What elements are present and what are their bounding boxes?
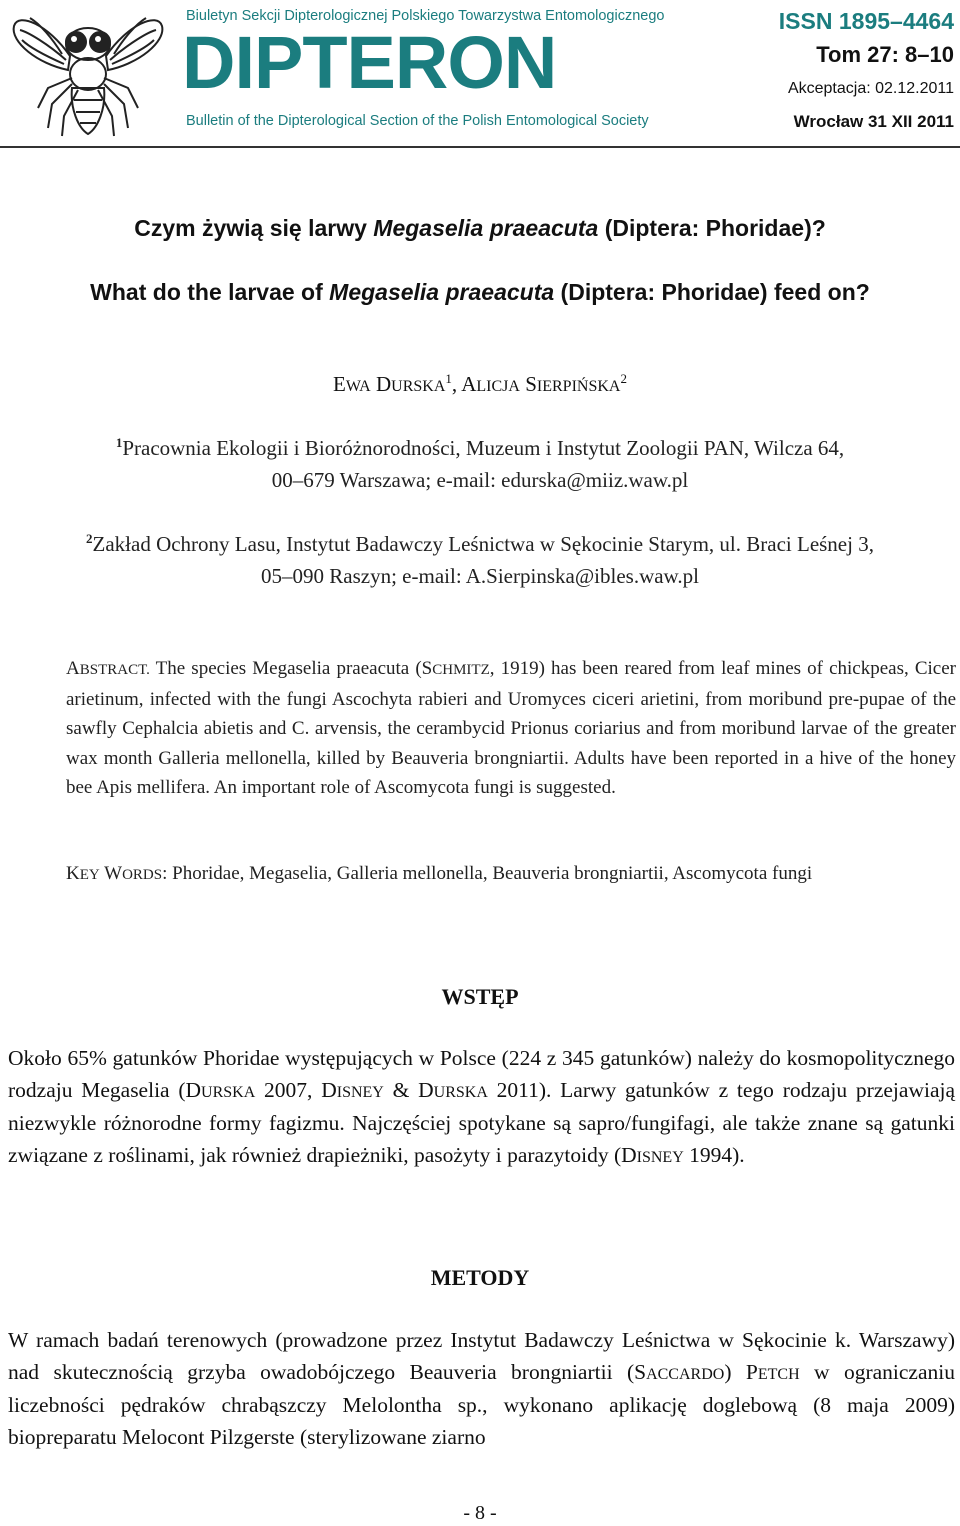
- journal-subtitle-pl: Biuletyn Sekcji Dipterologicznej Polskiego Towarzystwa Entomologicznego: [186, 8, 665, 24]
- author-2-affil-mark: 2: [620, 371, 627, 386]
- author-1-affil-mark: 1: [445, 371, 452, 386]
- paragraph-wstep-text-3: & D: [383, 1077, 434, 1102]
- paragraph-wstep-smallcaps-1: URSKA: [201, 1083, 256, 1101]
- section-heading-wstep: WSTĘP: [441, 984, 519, 1009]
- title-en-part-1: What do the larvae of: [90, 279, 330, 305]
- keywords-label-w: W: [99, 863, 123, 884]
- fly-logo-icon: [8, 4, 168, 140]
- abstract-label-initial: A: [66, 658, 80, 679]
- journal-header: [0, 0, 960, 150]
- keywords-colon: :: [162, 863, 168, 884]
- author-2-last-initial: S: [525, 372, 537, 396]
- keywords-label-k: K: [66, 863, 80, 884]
- affiliation-1-line-1: [0, 432, 960, 464]
- issn: ISSN 1895–4464: [778, 8, 954, 34]
- paragraph-metody-text-1: W ramach badań terenowych (prowadzone przez Instytut Badawczy Leśnictwa w Sękocinie k. Warszawy) nad skutecznością grzyba owadobójczego Beauveria brongniartii (S: [8, 1328, 955, 1384]
- section-heading-metody: METODY: [430, 1265, 530, 1290]
- paragraph-wstep-smallcaps-3: URSKA: [433, 1083, 488, 1101]
- page-number: - 8 -: [463, 1502, 497, 1524]
- author-2-first-rest: LICJA: [476, 378, 520, 395]
- paragraph-metody-text-3: w ograniczaniu liczebności pędraków chrabąszczy Melolontha sp., wykonano aplikację doglebową (8 maja 2009) biopreparatu Melocont Pilzgerste (sterylizowane ziarno: [8, 1359, 955, 1449]
- affiliation-2-line-2: 05–090 Raszyn; e-mail: A.Sierpinska@ibles.waw.pl: [261, 564, 699, 588]
- paragraph-wstep-text-5: 1994).: [683, 1142, 745, 1167]
- acceptance-date: Akceptacja: 02.12.2011: [787, 80, 954, 97]
- affiliation-1-mark: 1: [115, 435, 123, 450]
- paragraph-wstep: [8, 1043, 955, 1173]
- paragraph-metody-text-2: ) P: [724, 1359, 758, 1384]
- paragraph-metody-smallcaps-2: ETCH: [757, 1365, 800, 1383]
- affiliation-2-line-1: [0, 528, 960, 560]
- affiliation-1: [0, 432, 960, 496]
- abstract-text-2: , 1919) has been reared from leaf mines of chickpeas, Cicer arietinum, infected with the fungi Ascochyta rabieri and Uromyces ciceri arietini, from moribund pre-pupae of the sawfly Cephalcia abietis and C. arvensis, the cerambycid Prionus coriarius and from moribund larvae of the greater wax month Galleria mellonella, killed by Beauveria brongniartii. Adults have been reported in a hive of the honey bee Apis mellifera. An important role of Ascomycota fungi is suggested.: [66, 658, 956, 798]
- author-1-last-rest: URSKA: [391, 378, 446, 395]
- author-separator: ,: [451, 372, 462, 396]
- abstract-smallcaps-1: CHMITZ: [432, 662, 490, 678]
- paragraph-wstep-text-2: 2007, D: [255, 1077, 337, 1102]
- paragraph-metody-smallcaps-1: ACCARDO: [646, 1365, 725, 1383]
- affiliation-2-text: Zakład Ochrony Lasu, Instytut Badawczy Leśnictwa w Sękocinie Starym, ul. Braci Leśnej 3,: [92, 532, 874, 556]
- paragraph-wstep-smallcaps-2: ISNEY: [336, 1083, 384, 1101]
- paragraph-metody: [8, 1325, 955, 1453]
- keywords-text: Phoridae, Megaselia, Galleria mellonella, Beauveria brongniartii, Ascomycota fungi: [167, 863, 813, 884]
- header-divider: [0, 146, 960, 148]
- title-pl-part-1: Czym żywią się larwy: [134, 215, 374, 241]
- affiliation-1-line-2: 00–679 Warszawa; e-mail: edurska@miiz.waw.pl: [271, 468, 689, 492]
- affiliation-1-text: Pracownia Ekologii i Bioróżnorodności, Muzeum i Instytut Zoologii PAN, Wilcza 64,: [122, 436, 845, 460]
- title-pl-taxon: Megaselia praeacuta: [373, 215, 599, 241]
- affiliation-2: [0, 528, 960, 592]
- keywords-label-ords: ORDS: [122, 867, 163, 883]
- abstract-label-rest: BSTRACT.: [79, 662, 150, 678]
- title-en-taxon: Megaselia praeacuta: [329, 279, 555, 305]
- keywords-label-ey: EY: [79, 867, 100, 883]
- paragraph-wstep-smallcaps-4: ISNEY: [636, 1148, 684, 1166]
- title-en-part-2: (Diptera: Phoridae) feed on?: [554, 279, 870, 305]
- volume: Tom 27: 8–10: [816, 42, 954, 67]
- author-1-first-initial: E: [333, 372, 346, 396]
- abstract: [66, 654, 956, 802]
- author-1-first-rest: WA: [345, 378, 371, 395]
- journal-title: DIPTERON: [182, 21, 557, 104]
- journal-subtitle-en: Bulletin of the Dipterological Section of the Polish Entomological Society: [186, 113, 649, 129]
- paragraph-wstep-text-4: 2011). Larwy gatunków z tego rodzaju przejawiają niezwykle różnorodne formy fagizmu. Najczęściej spotykane są sapro/fungifagi, ale także znane są gatunki związane z roślinami, jak również drapieżniki, pasożyty i parazytoidy (D: [8, 1077, 955, 1167]
- keywords: [66, 859, 956, 890]
- article-title-pl: [0, 215, 960, 242]
- affiliation-2-mark: 2: [86, 531, 93, 546]
- author-2-first-initial: A: [461, 372, 477, 396]
- paragraph-wstep-text-1: Około 65% gatunków Phoridae występujących w Polsce (224 z 345 gatunków) należy do kosmopolitycznego rodzaju Megaselia (D: [8, 1046, 955, 1102]
- author-1-last-initial: D: [375, 372, 392, 396]
- article-title-en: [0, 279, 960, 306]
- author-list: [0, 372, 960, 397]
- place-date: Wrocław 31 XII 2011: [793, 112, 954, 131]
- title-pl-part-2: (Diptera: Phoridae)?: [598, 215, 826, 241]
- author-2-last-rest: IERPIŃSKA: [536, 378, 621, 395]
- abstract-text-1: The species Megaselia praeacuta (S: [149, 658, 433, 679]
